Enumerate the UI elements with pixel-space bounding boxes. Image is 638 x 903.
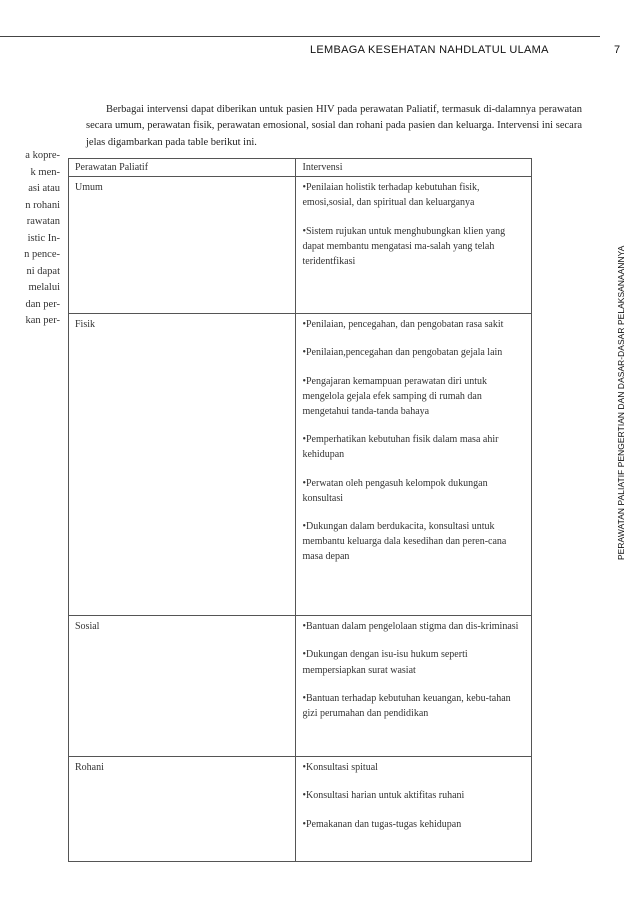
table-row-umum	[69, 177, 532, 314]
intervention-item: •Perwatan oleh pengasuh kelompok dukungan konsultasi	[302, 477, 488, 504]
intervention-cell	[296, 177, 532, 314]
intervention-item: •Pemakanan dan tugas-tugas kehidupan	[302, 818, 462, 830]
fragment-line: k men-	[30, 166, 60, 178]
page-number: 7	[614, 44, 621, 56]
category-cell: Sosial	[69, 616, 296, 757]
intervention-item: •Dukungan dengan isu-isu hukum seperti mempersiapkan surat wasiat	[302, 649, 468, 676]
table-header-row	[69, 159, 532, 177]
intervention-table	[68, 158, 532, 862]
intervention-item: •Bantuan terhadap kebutuhan keuangan, kebu-tahan gizi perumahan dan pendidikan	[302, 692, 511, 720]
intervention-item: •Pengajaran kemampuan perawatan diri untuk mengelola gejala efek samping di rumah dan mengetahui tanda-tanda bahaya	[302, 375, 488, 418]
table-row-fisik	[69, 314, 532, 616]
fragment-line: istic In-	[27, 232, 60, 244]
fragment-line: n pence-	[24, 249, 60, 260]
header-rule	[0, 36, 600, 37]
intervention-item: •Konsultasi harian untuk aktifitas ruhani	[302, 790, 465, 802]
fragment-line: a kopre-	[25, 150, 60, 161]
fragment-line: n rohani	[25, 199, 60, 211]
fragment-line: dan per-	[25, 298, 60, 310]
intervention-item: •Bantuan dalam pengelolaan stigma dan dis-kriminasi	[302, 621, 519, 633]
running-header-title: LEMBAGA KESEHATAN NAHDLATUL ULAMA	[310, 44, 549, 56]
intervention-cell	[296, 616, 532, 757]
intervention-item: •Penilaian,pencegahan dan pengobatan gejala lain	[302, 347, 503, 359]
intervention-cell	[296, 314, 532, 616]
fragment-line: asi atau	[28, 183, 60, 194]
previous-page-fragment	[0, 148, 60, 330]
fragment-line: ni dapat	[26, 265, 60, 277]
intervention-item: •Konsultasi spitual	[302, 762, 378, 774]
intervention-item: •Penilaian, pencegahan, dan pengobatan rasa sakit	[302, 319, 504, 331]
intervention-item: •Dukungan dalam berdukacita, konsultasi untuk membantu keluarga dala kesedihan dan peren-cana masa depan	[302, 521, 507, 563]
table-row-sosial	[69, 616, 532, 757]
fragment-line: kan per-	[25, 315, 60, 326]
header-palliative-care: Perawatan Paliatif	[69, 159, 296, 177]
category-cell: Umum	[69, 177, 296, 314]
header-intervention: Intervensi	[296, 159, 532, 177]
side-running-title: PERAWATAN PALIATIF PENGERTIAN DAN DASAR-DASAR PELAKSANAANNYA	[616, 245, 626, 560]
side-title-container	[606, 130, 638, 560]
table-row-rohani	[69, 757, 532, 862]
intro-paragraph: Berbagai intervensi dapat diberikan untuk pasien HIV pada perawatan Paliatif, termasuk di-dalamnya perawatan secara umum, perawatan fisik, perawatan emosional, sosial dan rohani pada pasien dan keluarga. Intervensi ini secara jelas digambarkan pada table berikut ini.	[86, 104, 582, 148]
category-cell: Fisik	[69, 314, 296, 616]
intervention-cell	[296, 757, 532, 862]
intervention-item: •Pemperhatikan kebutuhan fisik dalam masa ahir kehidupan	[302, 434, 499, 461]
category-cell: Rohani	[69, 757, 296, 862]
fragment-line: rawatan	[26, 216, 60, 227]
fragment-line: melalui	[28, 282, 60, 293]
intervention-item: •Penilaian holistik terhadap kebutuhan fisik, emosi,sosial, dan spiritual dan keluarganya	[302, 182, 480, 209]
intervention-item: •Sistem rujukan untuk menghubungkan klien yang dapat membantu mengatasi ma-salah yang telah teridentfikasi	[302, 225, 506, 268]
